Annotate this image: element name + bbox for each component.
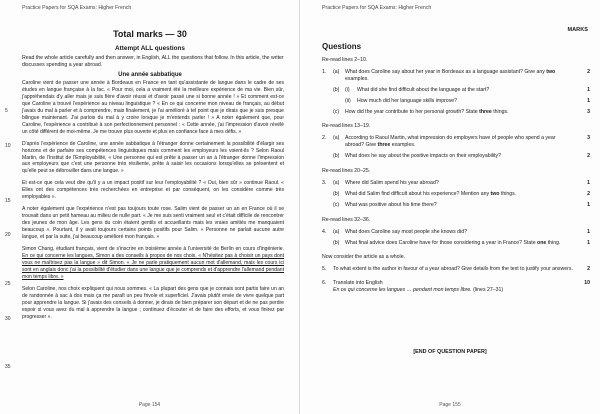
- question-text-tail: examples.: [390, 142, 416, 149]
- question-text-tail: thing.: [546, 239, 561, 246]
- question-text: [345, 202, 580, 209]
- question-text: To what extent is the author in favour of a year abroad? Give details from the text to justify your answers.: [333, 266, 573, 273]
- question-row: [322, 87, 590, 94]
- question-part: (a): [333, 179, 340, 186]
- question-part: (c): [333, 201, 340, 208]
- questions-list: [322, 57, 590, 294]
- question-marks: 1: [587, 86, 590, 93]
- total-marks-title: Total marks — 30: [113, 29, 187, 39]
- right-page: [300, 0, 600, 414]
- question-text: [345, 191, 580, 198]
- question-part: (b): [333, 153, 340, 160]
- question-marks: 3: [587, 108, 590, 115]
- questions-heading: Questions: [322, 42, 362, 51]
- question-marks: 2: [587, 153, 590, 160]
- question-subpart: (i): [345, 86, 350, 93]
- paragraph-text: Simon Chang, étudiant français, vient de s'inscrire en troisième année à l'université de Berlin en cours d'ingénierie.: [22, 246, 284, 253]
- question-marks: 1: [587, 228, 590, 235]
- question-part: (a): [333, 135, 340, 142]
- question-text-main: What does Caroline say most people she knows did?: [345, 228, 467, 235]
- question-text-main: What did Salim find difficult about his experience? Mention any: [345, 190, 491, 197]
- translation-reference: [333, 287, 574, 294]
- spacer: [322, 273, 590, 280]
- question-marks: 1: [587, 239, 590, 246]
- article-paragraph: Et est-ce que cela veut dire qu'il y a un impact positif sur leur l'employabilité ? « Oui, bien sûr » continue Raoul. « Elles ont des compétences très recherchées en entreprise et par conséquent, on les considère comme très employables ».: [22, 180, 284, 201]
- question-part: (a): [333, 68, 340, 75]
- page-number: Page 155: [439, 402, 461, 408]
- question-text-tail: things.: [491, 108, 509, 115]
- question-emphasis: three: [479, 108, 492, 115]
- question-row: [322, 280, 590, 294]
- line-number: 5: [5, 108, 8, 114]
- question-text-main: How did the year contribute to her personal growth? State: [345, 108, 480, 115]
- question-row: [322, 202, 590, 209]
- article-paragraph: A noter également que l'expérience n'est pas toujours toute rose. Salim vient de passer un an en France où il se trouvait dans un petit hameau au milieu de nulle part. « Je me suis senti vraiment seul et c'était difficile de rencontrer des jeunes de mon âge. Les gens du coin étaient gentils et accueillants mais les vraies amitiés me manquaient beaucoup ». Pourtant, il y avait toujours certains points positifs pour Salim. « Personne ne parlait aucune autre langue, et par la suite, j'ai beaucoup amélioré mon français. »: [22, 206, 284, 241]
- question-marks: 2: [587, 266, 590, 273]
- section-intro: Now consider the article as a whole.: [322, 254, 406, 261]
- question-emphasis: two: [490, 190, 500, 197]
- translation-lines: (lines 27–31): [471, 287, 504, 294]
- question-number: 5.: [322, 266, 327, 273]
- question-row: [322, 153, 590, 160]
- question-text: [345, 240, 580, 247]
- question-text-main: What does he say about the positive impacts on their employability?: [345, 153, 501, 160]
- question-number: 4.: [322, 228, 327, 235]
- question-text: [357, 87, 580, 94]
- line-number: 20: [5, 232, 11, 238]
- reread-instruction: Re-read lines 2–10.: [322, 57, 368, 63]
- question-emphasis: one: [537, 239, 547, 246]
- question-number: 2.: [322, 135, 327, 142]
- question-text: [345, 135, 580, 149]
- question-text-main: How much did her language skills improve?: [357, 97, 458, 104]
- question-text-tail: things.: [499, 190, 517, 197]
- question-marks: 1: [587, 179, 590, 186]
- underlined-translation-passage: En ce qui concerne les langues, Simon a des conseils à propos de nos choix. « N'hésitez pas à choisir un pays dont vous ne maîtrisez pas la langue » dit Simon. « Je ne parle pratiquement aucun mot d'allemand, mais les cours ici sont en anglais donc j'ai la possibilité d'étudier dans une langue que je comprends et d'apprendre l'allemand pendant mon temps libre. »: [22, 252, 284, 280]
- attempt-heading: Attempt ALL questions: [115, 45, 185, 52]
- line-number: 25: [5, 281, 11, 287]
- question-text: [345, 109, 580, 116]
- question-subpart: (ii): [345, 97, 351, 104]
- question-row: [322, 191, 590, 198]
- question-text-main: What did she find difficult about the language at the start?: [357, 86, 490, 93]
- question-text: [357, 98, 580, 105]
- question-part: (c): [333, 108, 340, 115]
- question-row: [322, 240, 590, 247]
- reread-instruction: Re-read lines 32–36.: [322, 216, 371, 223]
- question-part: (b): [333, 190, 340, 197]
- question-text-main: According to Raoul Martin, what impression do employers have of people who spend a year abroad? Give: [345, 135, 556, 149]
- question-text: [345, 153, 580, 160]
- reread-instruction: Re-read lines 13–19.: [322, 123, 371, 130]
- question-text-main: What does Caroline say about her year in Bordeaux as a language assistant? Give any: [345, 68, 547, 75]
- question-part: (b): [333, 86, 340, 93]
- article-paragraph: Caroline vient de passer une année à Bordeaux en France en tant qu'assistante de langue dans le cadre de ses études en langue française à la fac. « Pour moi, cela a vraiment été la meilleure expérience de ma vie. Bien sûr, j'appréhendais d'y aller mais je suis fière d'avoir réussi et d'avoir passé une si bonne année ! » Et comment est-ce que Caroline a trouvé l'expérience au niveau linguistique ? « En ce qui concerne mon niveau de français, au début j'avais du mal à parler et à comprendre, mais finalement, je l'ai amélioré à tel point que je dirais que je suis presque bilingue maintenant. J'ai parlois du mal à y croire lorsque je m'entends parler ! » A noter également que, pour Caroline, l'expérience a contribué à son perfectionnement personnel : « Cette année, j'ai l'impression d'avoir révélé un côté différent de moi-même. Je me trouve plus ouverte et plus en confiance face à mes défis. »: [22, 80, 284, 135]
- question-row: [322, 180, 590, 187]
- question-row: [322, 69, 590, 83]
- marks-column-label: MARKS: [567, 27, 588, 33]
- translation-title: Translate into English: [333, 280, 383, 287]
- line-number: 30: [5, 316, 11, 322]
- question-row: [322, 109, 590, 116]
- article-title: Une année sabbatique: [118, 72, 182, 78]
- reread-instruction: Re-read lines 20–25.: [322, 168, 371, 175]
- question-marks: 2: [587, 190, 590, 197]
- question-emphasis: two: [546, 68, 556, 75]
- question-row: [322, 98, 590, 105]
- question-text-main: What was positive about his time there?: [345, 201, 437, 208]
- question-text: [333, 280, 580, 294]
- line-number: 35: [5, 364, 11, 370]
- question-number: 3.: [322, 179, 327, 186]
- question-marks: 1: [587, 201, 590, 208]
- question-row: [322, 266, 590, 273]
- end-of-paper: [END OF QUESTION PAPER]: [413, 349, 487, 355]
- page-number: Page 154: [138, 402, 161, 408]
- question-text-main: Where did Salim spend his year abroad?: [345, 179, 439, 186]
- question-marks: 1: [587, 97, 590, 104]
- question-emphasis: three: [377, 142, 391, 149]
- line-number: 10: [5, 143, 11, 149]
- article-body: [22, 80, 284, 326]
- question-part: (a): [333, 228, 340, 235]
- question-marks: 2: [587, 68, 590, 75]
- question-text: [345, 180, 580, 187]
- translation-quote: En ce qui concerne les langues … pendant mon temps libre.: [333, 287, 472, 294]
- question-text: [345, 229, 580, 236]
- question-marks: 10: [584, 280, 590, 287]
- question-text: [345, 69, 580, 83]
- question-text-main: What final advice does Caroline have for those considering a year in France? State: [345, 239, 538, 246]
- question-text-tail: examples.: [345, 75, 369, 82]
- question-row: [322, 229, 590, 236]
- question-number: 6.: [322, 280, 327, 287]
- question-marks: 3: [587, 135, 590, 142]
- question-row: [322, 135, 590, 149]
- article-paragraph: Selon Caroline, nos choix expliquent qui nous sommes. « La plupart des gens que je connais sont partis faire un an de randonnée à sac à dos mais ça me paraît un peu frivole et superficiel. J'avais plutôt envie de vivre quelque part pour apprendre la langue. Si j'avais des conseils à donner, je dirais de bien préparer son départ et de ne pas perdre espoir si vous avez du mal à apprendre la langue ; continuez d'écouter et de faire des efforts, et vous finirez par progresser ».: [22, 285, 284, 320]
- instructions-text: Read the whole article carefully and then answer, in English, ALL the questions that follow. In this article, the writer discusses spending a year abroad.: [22, 55, 284, 68]
- line-number: 15: [5, 198, 11, 204]
- running-head: Practice Papers for SQA Exams: Higher French: [22, 5, 132, 11]
- running-head: Practice Papers for SQA Exams: Higher French: [322, 5, 432, 11]
- question-number: 1.: [322, 68, 327, 75]
- question-part: (b): [333, 239, 340, 246]
- article-paragraph: [22, 246, 284, 281]
- article-paragraph: D'après l'expérience de Caroline, une année sabbatique à l'étranger donne certainement la possibilité d'élargir ses horizons et de parfaire ses compétences linguistiques mais comment les employeurs les voient-ils ? Selon Raoul Martin, de l'Institut de l'Employabilité, « Une personne qui est prête à passer un an à l'étranger donne l'impression aux employeurs que c'est une personne très résiliente, prête à saisir les occasions lorsqu'elles se présentent et qu'elle peut se débrouiller dans une langue. »: [22, 140, 284, 175]
